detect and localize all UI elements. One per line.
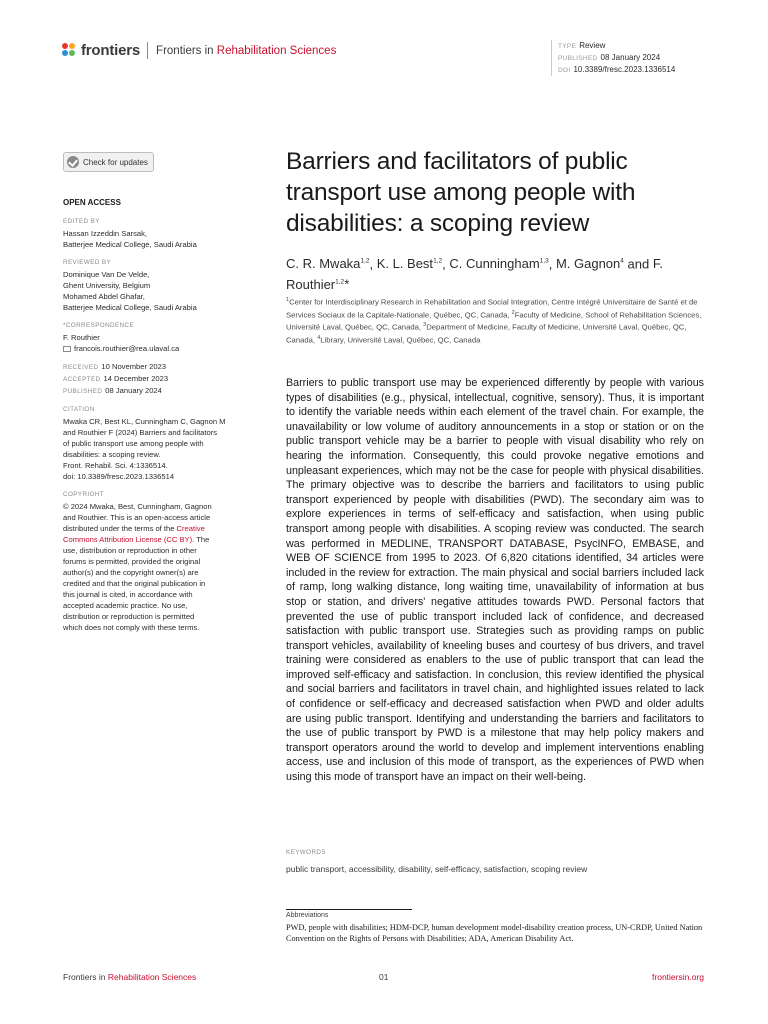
- abbreviations-label: Abbreviations: [286, 912, 329, 919]
- frontiers-logo[interactable]: [62, 42, 336, 59]
- author[interactable]: C. Cunningham$^{1,3}$: [449, 256, 549, 272]
- license-link-cont[interactable]: Commons Attribution License (CC BY): [63, 535, 193, 544]
- author[interactable]: F. Routhier$^{1,2}$: [286, 256, 663, 292]
- license-link[interactable]: Creative: [176, 524, 205, 533]
- keywords-label: KEYWORDS: [286, 849, 326, 856]
- footer-journal[interactable]: Frontiers in Rehabilitation Sciences: [63, 972, 197, 982]
- email-icon: [63, 346, 71, 352]
- logo-divider: [147, 42, 148, 59]
- page-header: [62, 40, 707, 74]
- author-list: C. R. Mwaka$^{1,2}$, K. L. Best$^{1,2}$, C. Cunningham$^{1,3}$, M. Gagnon$^4$ and F. Routhier$^{1,2}$*: [286, 256, 663, 292]
- author[interactable]: C. R. Mwaka$^{1,2}$: [286, 256, 370, 272]
- copyright: COPYRIGHT © 2024 Mwaka, Best, Cunningham, Gagnon and Routhier. This is an open-access article distributed under the terms of the Creative Commons Attribution License (CC BY). The use, distribution or reproduction in other forums is permitted, provided the original author(s) and the copyright owner(s) are credited and that the original publication in this journal is cited, in accordance with accepted academic practice. No use, distribution or reproduction is permitted which does not comply with these terms.: [63, 491, 212, 632]
- check-updates-label: Check for updates: [83, 157, 148, 167]
- check-for-updates-button[interactable]: [63, 152, 154, 172]
- edited-by: EDITED BY Hassan Izzeddin Sarsak, Batterjee Medical College, Saudi Arabia: [63, 218, 197, 249]
- frontiers-logo-icon: [62, 43, 77, 58]
- author[interactable]: M. Gagnon$^4$: [555, 256, 624, 272]
- correspondence: *CORRESPONDENCE F. Routhier francois.routhier@rea.ulaval.ca: [63, 320, 263, 354]
- citation: CITATION Mwaka CR, Best KL, Cunningham C, Gagnon M and Routhier F (2024) Barriers and facilitators of public transport use among people with disabilities: a scoping review. Front. Rehabil. Sci. 4:1336514. doi: 10.3389/fresc.2023.1336514: [63, 406, 226, 481]
- meta-doi[interactable]: DOI 10.3389/fresc.2023.1336514: [558, 65, 676, 74]
- reviewed-by: REVIEWED BY Dominique Van De Velde, Ghent University, Belgium Mohamed Abdel Ghafar, Batterjee Medical College, Saudi Arabia: [63, 259, 197, 312]
- article-dates: RECEIVED 10 November 2023 ACCEPTED 14 December 2023 PUBLISHED 08 January 2024: [63, 362, 169, 395]
- footer-site-link[interactable]: frontiersin.org: [652, 972, 704, 982]
- affiliations: $^1$Center for Interdisciplinary Research in Rehabilitation and Social Integration, Centre Intégré Universitaire de Santé et de Services Sociaux de la Capitale-Nationale, Québec, QC, Canada, $^2$Faculty of Medicine, School of Rehabilitation Sciences, Université Laval, Québec, QC, Canada, $^3$Department of Medicine, Faculty of Medicine, Université Laval, Québec, QC, Canada, $^4$Library, Université Laval, Québec, QC, Canada: [286, 297, 702, 345]
- article-title: Barriers and facilitators of public transport use among people with disabilities: a scoping review: [286, 148, 636, 237]
- logo-text: frontiers: [81, 42, 141, 59]
- meta-published: PUBLISHED 08 January 2024: [558, 53, 661, 62]
- author[interactable]: K. L. Best$^{1,2}$: [376, 256, 443, 272]
- open-access-label: OPEN ACCESS: [63, 198, 121, 207]
- journal-prefix: Frontiers in: [156, 44, 214, 57]
- article-meta: [551, 40, 675, 76]
- abstract: Barriers to public transport use may be experienced differently by people with various types of disabilities (e.g., physical, intellectual, cognitive, sensory). Thus, it is important to identify the variable needs within each element of the travel chain. For example, the unavailability or low volume of auditory announcements in a stop or station or on the public transport vehicle may be a barrier to people with visual disability who rely on hearing the information. Consequently, this could provoke negative emotions and unpleasant experiences, which may not be the case for people with physical disabilities. The primary objective was to describe the barriers and facilitators to using public transport experienced by people with disabilities (PWD). The secondary aim was to explore experiences in terms of self-efficacy and satisfaction, when using public transport among people with disabilities. A scoping review was conducted. The search was performed in MEDLINE, TRANSPORT DATABASE, PsycINFO, EMBASE, and WEB OF SCIENCE from 1995 to 2023. Of 6,820 citations identified, 34 articles were included in the review for extraction. The main physical and social barriers included lack of ramp, long walking distance, long waiting time, unavailability of information at bus stop or station, and drivers' negative attitudes towards PWD. Personal factors that prevented the use of public transport included lack of confidence, and decreased satisfaction with public transport use. Strategies such as providing ramps on public transport vehicles, availability of kneeling buses and courtesy of bus drivers, and travel training were considered as enablers to the use of public transport that can lead the improved self-efficacy and satisfaction. In conclusion, this review identified the physical and social barriers and facilitators in travel chain, and highlighted issues related to lack of confidence or self-efficacy and decreased satisfaction when PWD and older adults are using public transport. Identifying and understanding the barriers and facilitators to the use of public transport by PWD is a milestone that may help policy makers and transport operators around the world to develop and implement interventions enabling access, use and inclusion of this mode of transport, as the experiences of PWD when using this mode of transport have an impact on their well-being.: [286, 377, 704, 784]
- correspondence-email[interactable]: francois.routhier@rea.ulaval.ca: [63, 343, 263, 354]
- checkmark-icon: [67, 156, 79, 168]
- article-sidebar: [63, 152, 263, 640]
- abbreviations: PWD, people with disabilities; HDM-DCP, human development model-disability creation process, UN-CRDP, United Nation Convention on the Rights of Persons with Disabilities; ADA, American Disability Act.: [286, 923, 703, 943]
- journal-title: Rehabilitation Sciences: [216, 44, 337, 57]
- footnote-rule: [286, 909, 412, 910]
- page-number: 01: [379, 972, 389, 982]
- keywords: public transport, accessibility, disability, self-efficacy, satisfaction, scoping review: [286, 864, 588, 874]
- meta-type: TYPE Review: [558, 41, 606, 50]
- journal-name[interactable]: [156, 45, 336, 57]
